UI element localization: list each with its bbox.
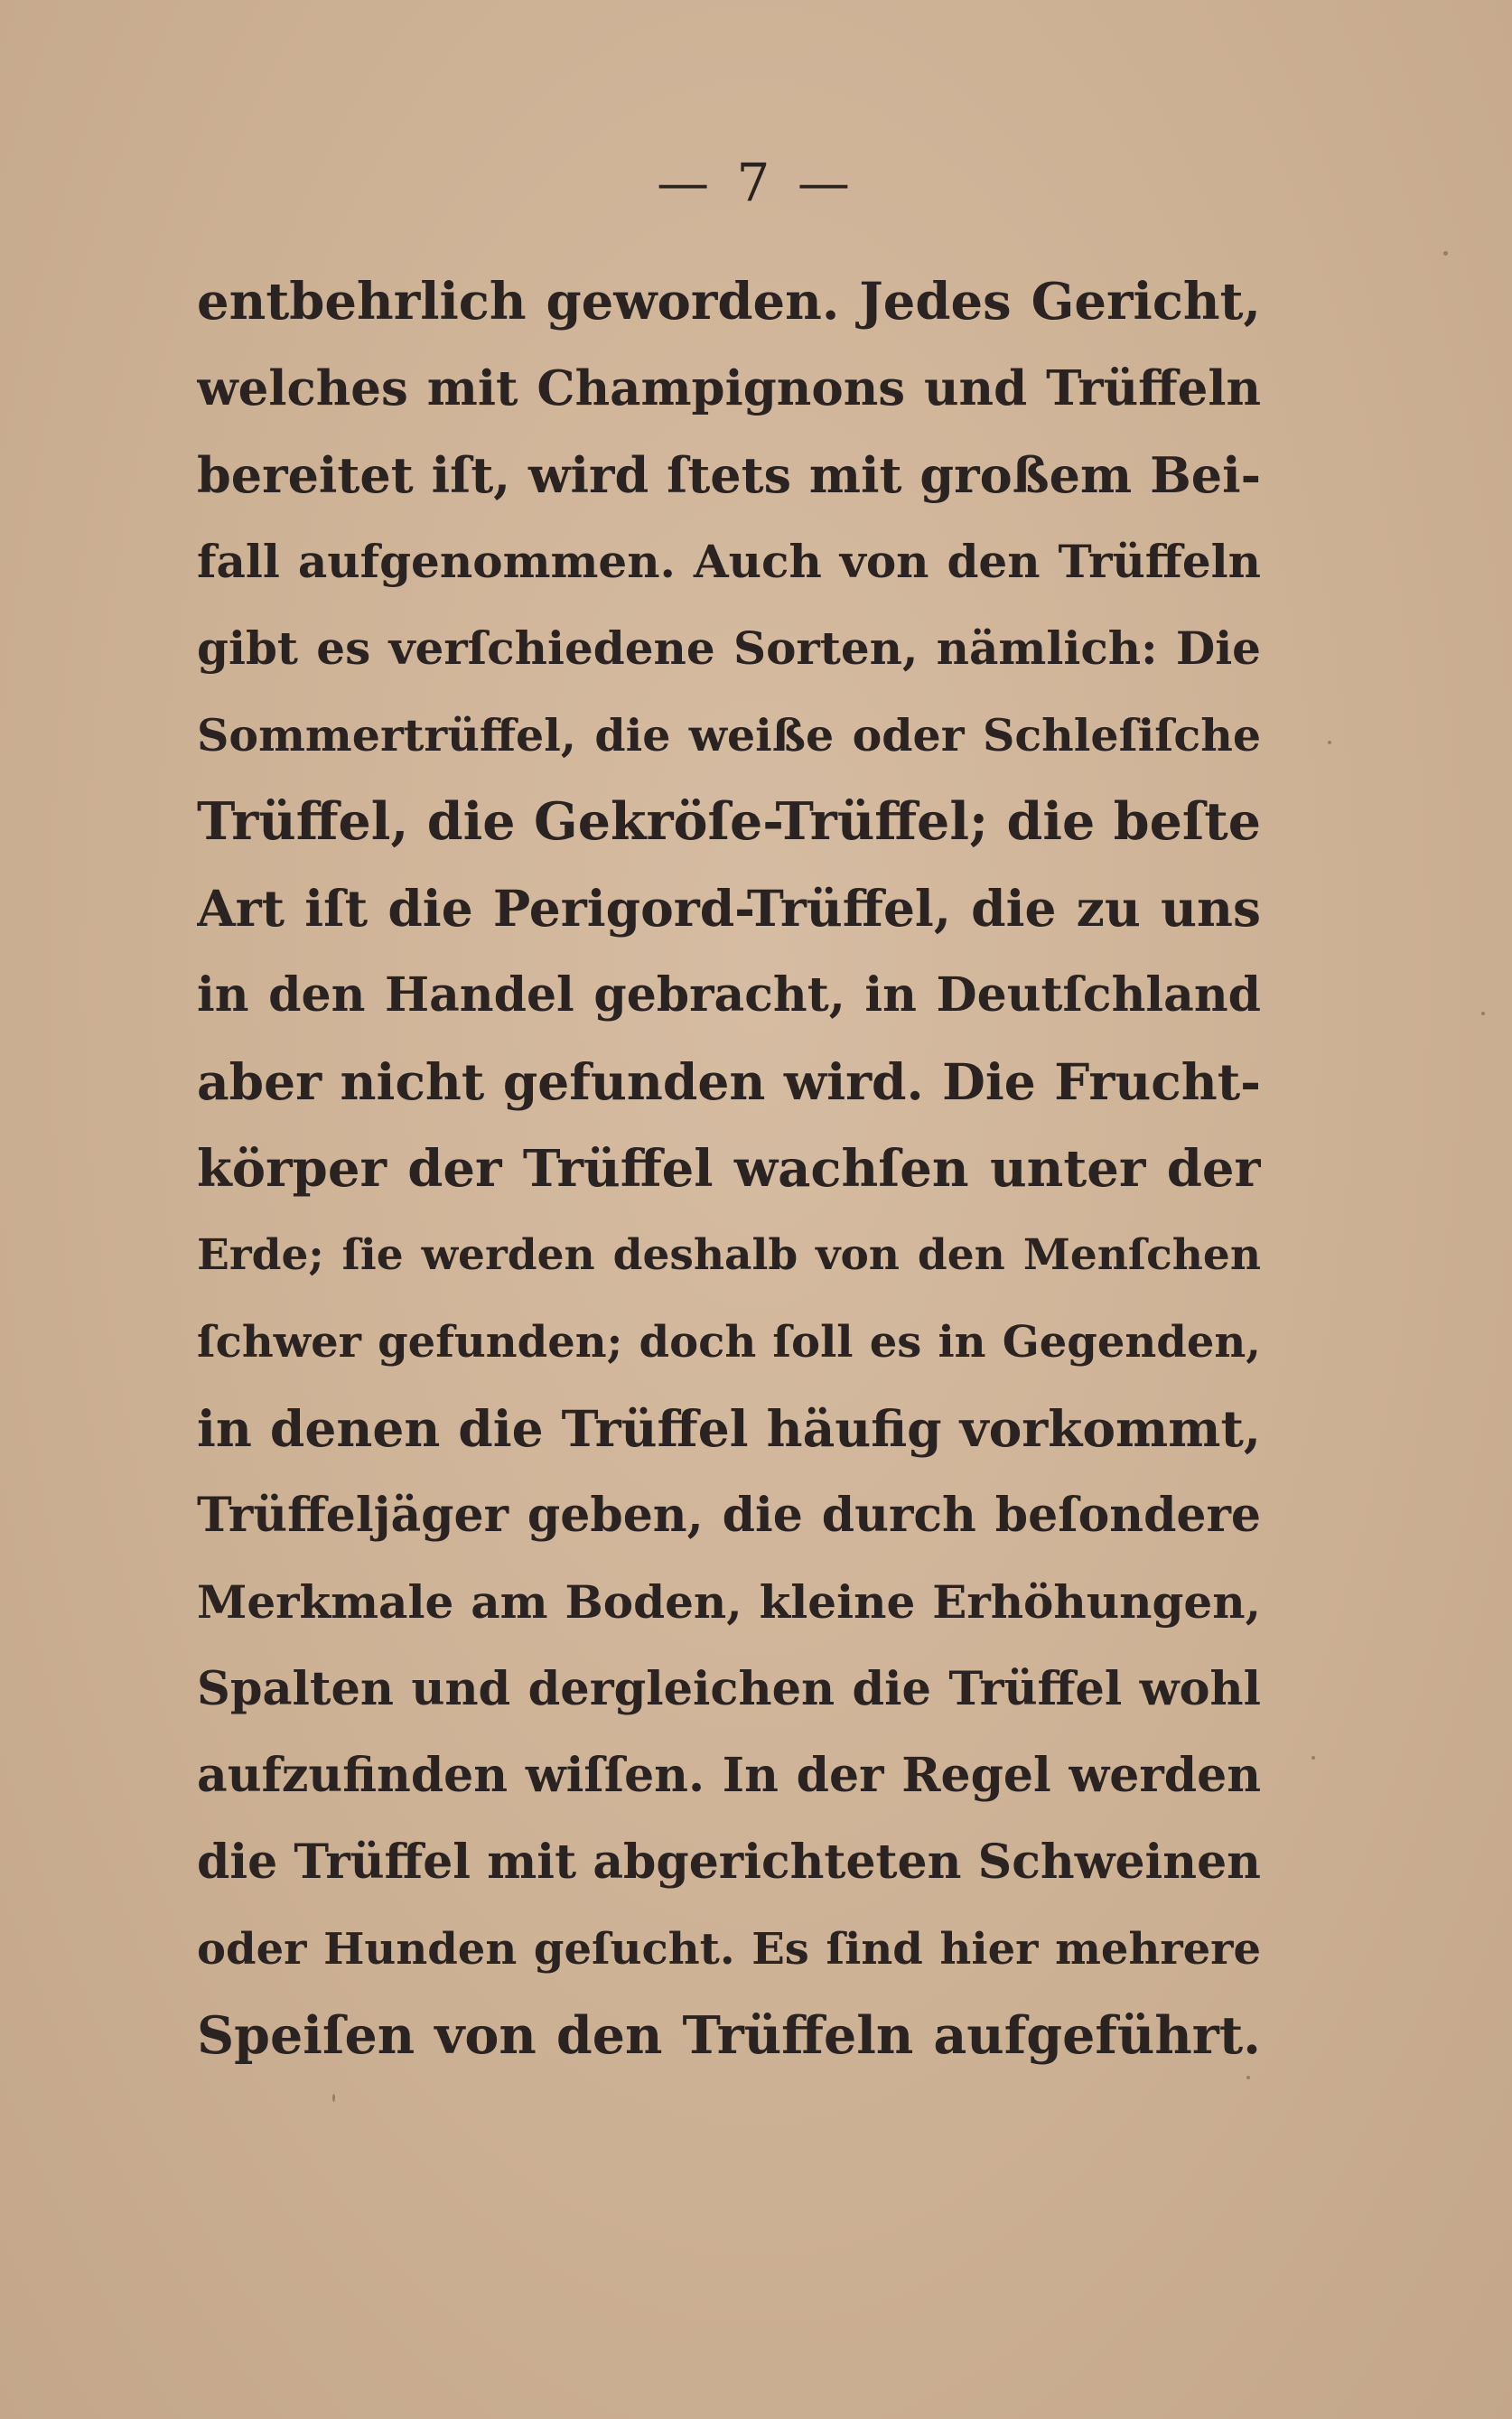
text-line: Sommertrüffel, die weiße oder Schleſiſche	[197, 709, 1261, 761]
text-line: Merkmale am Boden, kleine Erhöhungen,	[197, 1575, 1261, 1629]
text-line: fall aufgenommen. Auch von den Trüffeln	[197, 535, 1261, 588]
text-line: körper der Trüffel wachſen unter der	[197, 1139, 1261, 1199]
text-line: die Trüffel mit abgerichteten Schweinen	[197, 1835, 1261, 1890]
paper-speck	[1311, 1756, 1315, 1760]
text-line: aber nicht gefunden wird. Die Frucht-	[197, 1052, 1261, 1111]
page-number: — 7 —	[657, 152, 855, 213]
text-line: oder Hunden geſucht. Es ſind hier mehrere	[197, 1924, 1261, 1975]
text-line: Trüffeljäger geben, die durch beſondere	[197, 1488, 1261, 1543]
text-line: bereitet iſt, wird ſtets mit großem Bei-	[197, 446, 1261, 504]
paper-speck	[1443, 251, 1448, 256]
text-line: in denen die Trüffel häufig vorkommt,	[197, 1399, 1261, 1458]
text-line: ſchwer gefunden; doch ſoll es in Gegenden,	[197, 1317, 1261, 1368]
text-line: in den Handel gebracht, in Deutſchland	[197, 967, 1261, 1023]
text-line: Erde; ſie werden deshalb von den Menſchen	[197, 1230, 1261, 1280]
body-text	[197, 258, 1261, 2079]
text-line: gibt es verſchiedene Sorten, nämlich: Die	[197, 621, 1261, 675]
text-line: entbehrlich geworden. Jedes Gericht,	[197, 272, 1261, 332]
text-line: Speiſen von den Trüffeln aufgeführt.	[197, 2005, 1261, 2066]
text-line: Art iſt die Perigord-Trüffel, die zu uns	[197, 879, 1261, 938]
text-line: aufzufinden wiſſen. In der Regel werden	[197, 1748, 1261, 1803]
text-line: Spalten und dergleichen die Trüffel wohl	[197, 1662, 1261, 1716]
paper-speck	[332, 2094, 335, 2102]
text-line: welches mit Champignons und Trüffeln	[197, 360, 1261, 416]
text-line: Trüffel, die Gekröſe-Trüffel; die beſte	[197, 791, 1261, 852]
paper-speck	[1328, 741, 1331, 744]
paper-speck	[1481, 1012, 1485, 1015]
